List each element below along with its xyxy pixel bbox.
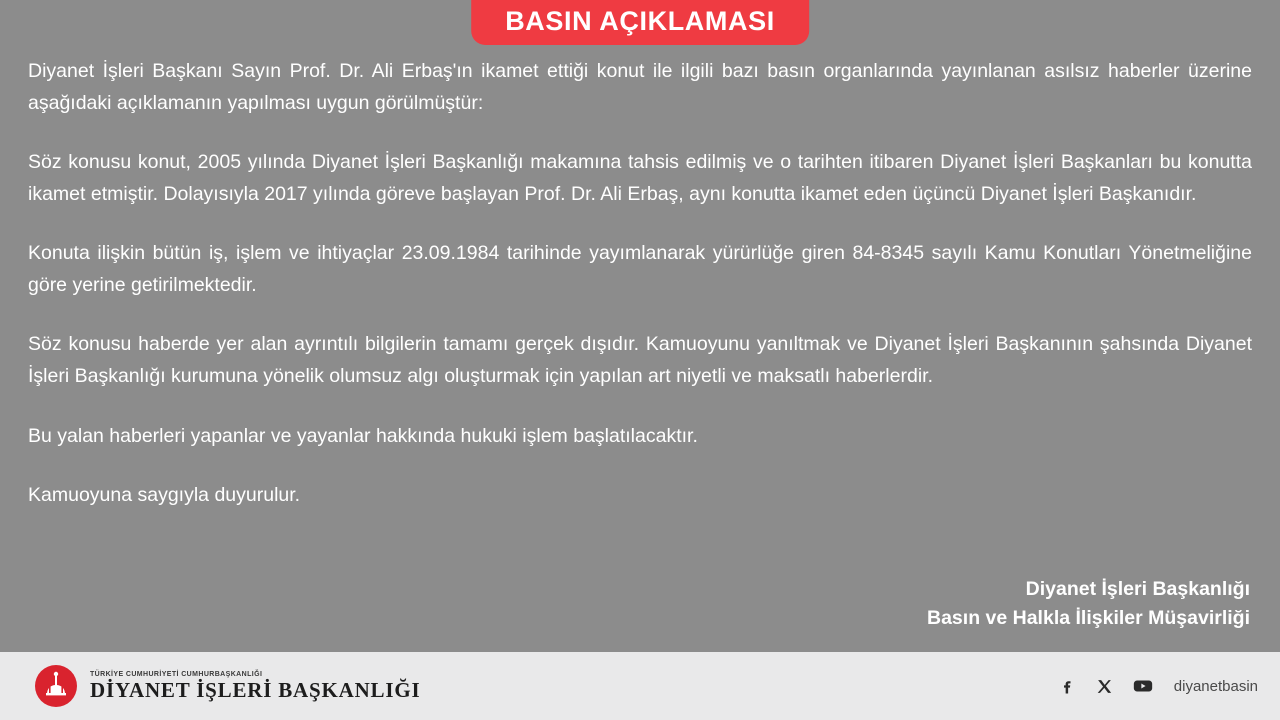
x-twitter-icon[interactable] [1094, 675, 1116, 697]
statement-paragraph: Söz konusu konut, 2005 yılında Diyanet İşleri Başkanlığı makamına tahsis edilmiş ve o tarihten itibaren Diyanet İşleri Başkanları bu konutta ikamet etmiştir. Dolayısıyla 2017 yılında göreve başlayan Prof. Dr. Ali Erbaş, aynı konutta ikamet eden üçüncü Diyanet İşleri Başkanıdır. [28, 151, 1252, 205]
statement-paragraph: Söz konusu haberde yer alan ayrıntılı bilgilerin tamamı gerçek dışıdır. Kamuoyunu yanıltmak ve Diyanet İşleri Başkanının şahsında Diyanet İşleri Başkanlığı kurumuna yönelik olumsuz algı oluşturmak için yapılan art niyetli ve maksatlı haberlerdir. [28, 333, 1252, 388]
statement-paragraph: Diyanet İşleri Başkanı Sayın Prof. Dr. Ali Erbaş'ın ikamet ettiği konut ile ilgili bazı basın organlarında yayınlanan asılsız haberler üzerine aşağıdaki açıklamanın yapılması uygun görülmüştür: [28, 60, 1252, 114]
diyanet-emblem-icon [34, 664, 78, 708]
press-release-badge: BASIN AÇIKLAMASI [471, 0, 809, 45]
footer-bar [0, 652, 1280, 720]
brand-subtitle: TÜRKİYE CUMHURİYETİ CUMHURBAŞKANLIĞI [90, 671, 263, 679]
social-links [1056, 675, 1258, 697]
statement-paragraph: Kamuoyuna saygıyla duyurulur. [28, 484, 301, 507]
signature-organization: Diyanet İşleri Başkanlığı [1025, 578, 1250, 600]
brand-lockup [34, 664, 420, 708]
statement-paragraph: Konuta ilişkin bütün iş, işlem ve ihtiyaçlar 23.09.1984 tarihinde yayımlanarak yürürlüğe giren 84-8345 sayılı Kamu Konutları Yönetmeliğine göre yerine getirilmektedir. [28, 242, 1252, 296]
statement-body [28, 56, 1252, 540]
youtube-icon[interactable] [1132, 675, 1154, 697]
facebook-icon[interactable] [1056, 675, 1078, 697]
brand-title: DİYANET İŞLERİ BAŞKANLIĞI [90, 677, 421, 702]
signature-block [927, 575, 1250, 634]
statement-paragraph: Bu yalan haberleri yapanlar ve yayanlar hakkında hukuki işlem başlatılacaktır. [28, 424, 698, 447]
brand-text [90, 671, 420, 700]
social-handle[interactable]: diyanetbasin [1173, 677, 1258, 695]
signature-department: Basın ve Halkla İlişkiler Müşavirliği [927, 607, 1250, 630]
